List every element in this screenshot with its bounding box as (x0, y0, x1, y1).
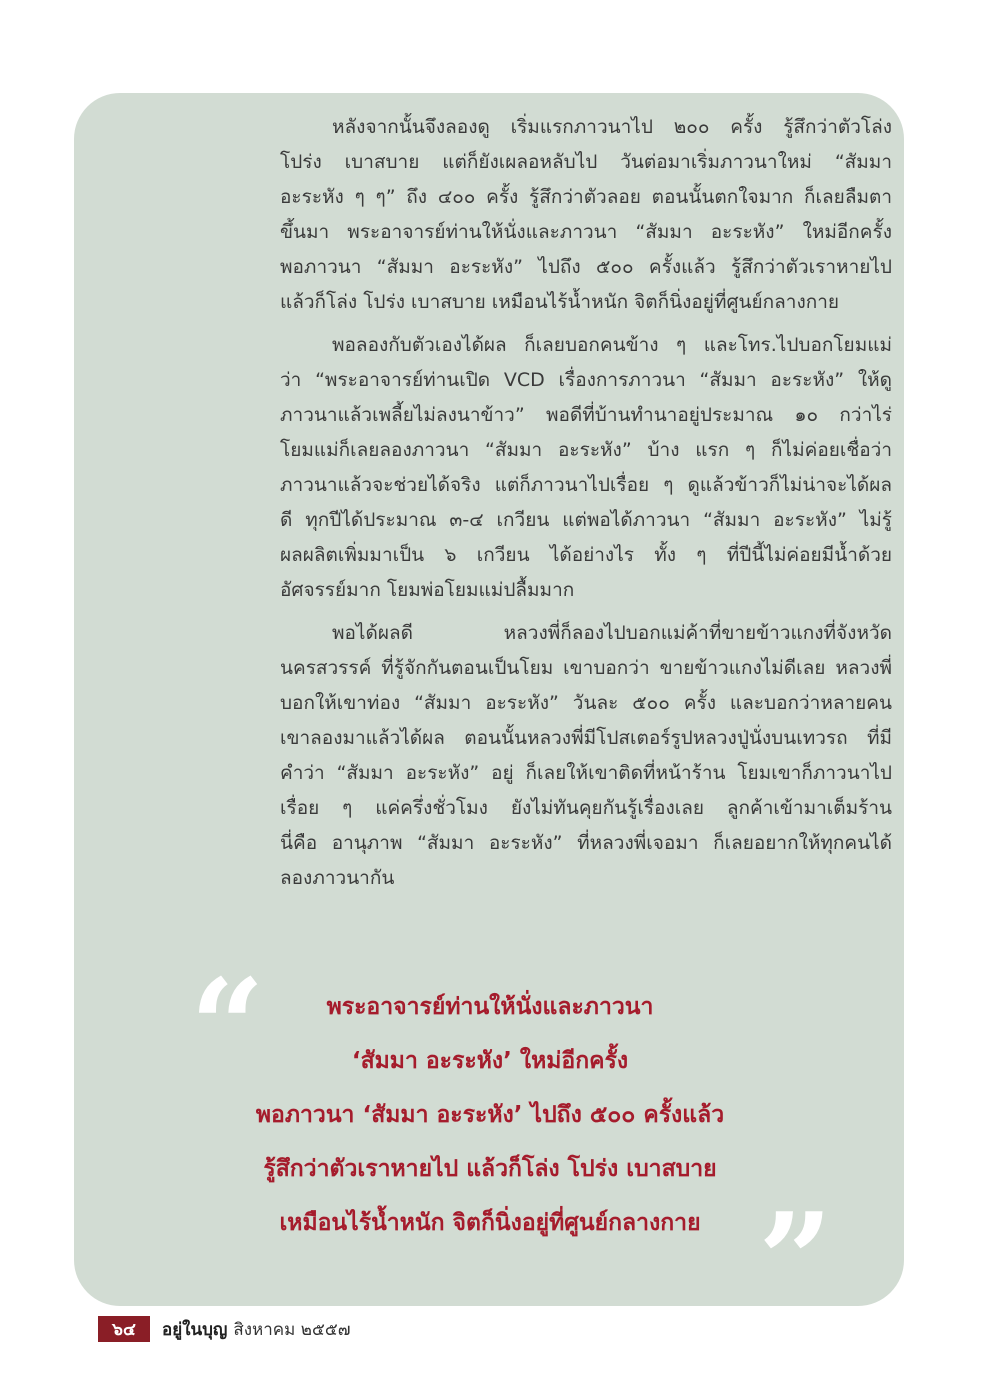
text-line: เขาลองมาแล้วได้ผล ตอนนั้นหลวงพี่มีโปสเตอร์รูปหลวงปู่นั่งบนเทวรถ ที่มี (280, 727, 892, 749)
text-line: บอกให้เขาท่อง “สัมมา อะระหัง” วันละ ๕๐๐ ครั้ง และบอกว่าหลายคน (280, 692, 892, 714)
pull-quote-line: พระอาจารย์ท่านให้นั่งและภาวนา (326, 994, 654, 1020)
text-line: อัศจรรย์มาก โยมพ่อโยมแม่ปลื้มมาก (280, 579, 575, 601)
text-line: คำว่า “สัมมา อะระหัง” อยู่ ก็เลยให้เขาติดที่หน้าร้าน โยมเขาก็ภาวนาไป (280, 762, 892, 784)
text-line: นี่คือ อานุภาพ “สัมมา อะระหัง” ที่หลวงพี่เจอมา ก็เลยอยากให้ทุกคนได้ (280, 832, 892, 854)
magazine-title: อยู่ในบุญ (162, 1319, 228, 1340)
pull-quote-line: รู้สึกว่าตัวเราหายไป แล้วก็โล่ง โปร่ง เบาสบาย (263, 1156, 717, 1182)
text-line: พอลองกับตัวเองได้ผล ก็เลยบอกคนข้าง ๆ และโทร.ไปบอกโยมแม่ (332, 334, 892, 356)
paragraph-1 (280, 110, 892, 320)
paragraph-2 (280, 328, 892, 608)
text-line: โยมแม่ก็เลยลองภาวนา “สัมมา อะระหัง” บ้าง แรก ๆ ก็ไม่ค่อยเชื่อว่า (280, 439, 892, 461)
text-line: ภาวนาแล้วเพลี้ยไม่ลงนาข้าว” พอดีที่บ้านทำนาอยู่ประมาณ ๑๐ กว่าไร่ (280, 404, 892, 426)
pull-quote-line: พอภาวนา ‘สัมมา อะระหัง’ ไปถึง ๕๐๐ ครั้งแล้ว (255, 1102, 725, 1128)
pull-quote (140, 980, 840, 1250)
text-line: หลังจากนั้นจึงลองดู เริ่มแรกภาวนาไป ๒๐๐ ครั้ง รู้สึกว่าตัวโล่ง (332, 116, 892, 138)
text-line: อะระหัง ๆ ๆ” ถึง ๔๐๐ ครั้ง รู้สึกว่าตัวลอย ตอนนั้นตกใจมาก ก็เลยลืมตา (280, 186, 892, 208)
issue-date: สิงหาคม ๒๕๕๗ (233, 1319, 351, 1340)
close-quote-icon: ” (758, 1184, 833, 1337)
text-line: ภาวนาแล้วจะช่วยได้จริง แต่ก็ภาวนาไปเรื่อย ๆ ดูแล้วข้าวก็ไม่น่าจะได้ผล (280, 474, 892, 496)
text-line: พอได้ผลดี หลวงพี่ก็ลองไปบอกแม่ค้าที่ขายข้าวแกงที่จังหวัด (332, 622, 892, 644)
page-number: ๖๔ (98, 1316, 150, 1342)
paragraph-3 (280, 616, 892, 896)
text-line: นครสวรรค์ ที่รู้จักกันตอนเป็นโยม เขาบอกว่า ขายข้าวแกงไม่ดีเลย หลวงพี่ (280, 657, 892, 679)
text-line: ขึ้นมา พระอาจารย์ท่านให้นั่งและภาวนา “สัมมา อะระหัง” ใหม่อีกครั้ง (280, 221, 892, 243)
text-line: ผลผลิตเพิ่มมาเป็น ๖ เกวียน ได้อย่างไร ทั้ง ๆ ที่ปีนี้ไม่ค่อยมีน้ำด้วย (280, 544, 892, 566)
pull-quote-line: เหมือนไร้น้ำหนัก จิตก็นิ่งอยู่ที่ศูนย์กลางกาย (279, 1210, 701, 1236)
pull-quote-line: ‘สัมมา อะระหัง’ ใหม่อีกครั้ง (351, 1048, 629, 1074)
text-line: ลองภาวนากัน (280, 867, 395, 889)
page-footer (98, 1314, 351, 1344)
text-line: โปร่ง เบาสบาย แต่ก็ยังเผลอหลับไป วันต่อมาเริ่มภาวนาใหม่ “สัมมา (280, 151, 892, 173)
text-line: เรื่อย ๆ แค่ครึ่งชั่วโมง ยังไม่ทันคุยกันรู้เรื่องเลย ลูกค้าเข้ามาเต็มร้าน (280, 797, 892, 819)
open-quote-icon: “ (190, 950, 265, 1103)
text-line: พอภาวนา “สัมมา อะระหัง” ไปถึง ๕๐๐ ครั้งแล้ว รู้สึกว่าตัวเราหายไป (280, 256, 892, 278)
article-body (280, 110, 892, 904)
text-line: ว่า “พระอาจารย์ท่านเปิด VCD เรื่องการภาวนา “สัมมา อะระหัง” ให้ดู (280, 369, 892, 391)
text-line: แล้วก็โล่ง โปร่ง เบาสบาย เหมือนไร้น้ำหนัก จิตก็นิ่งอยู่ที่ศูนย์กลางกาย (280, 291, 840, 313)
text-line: ดี ทุกปีได้ประมาณ ๓-๔ เกวียน แต่พอได้ภาวนา “สัมมา อะระหัง” ไม่รู้ (280, 509, 892, 531)
